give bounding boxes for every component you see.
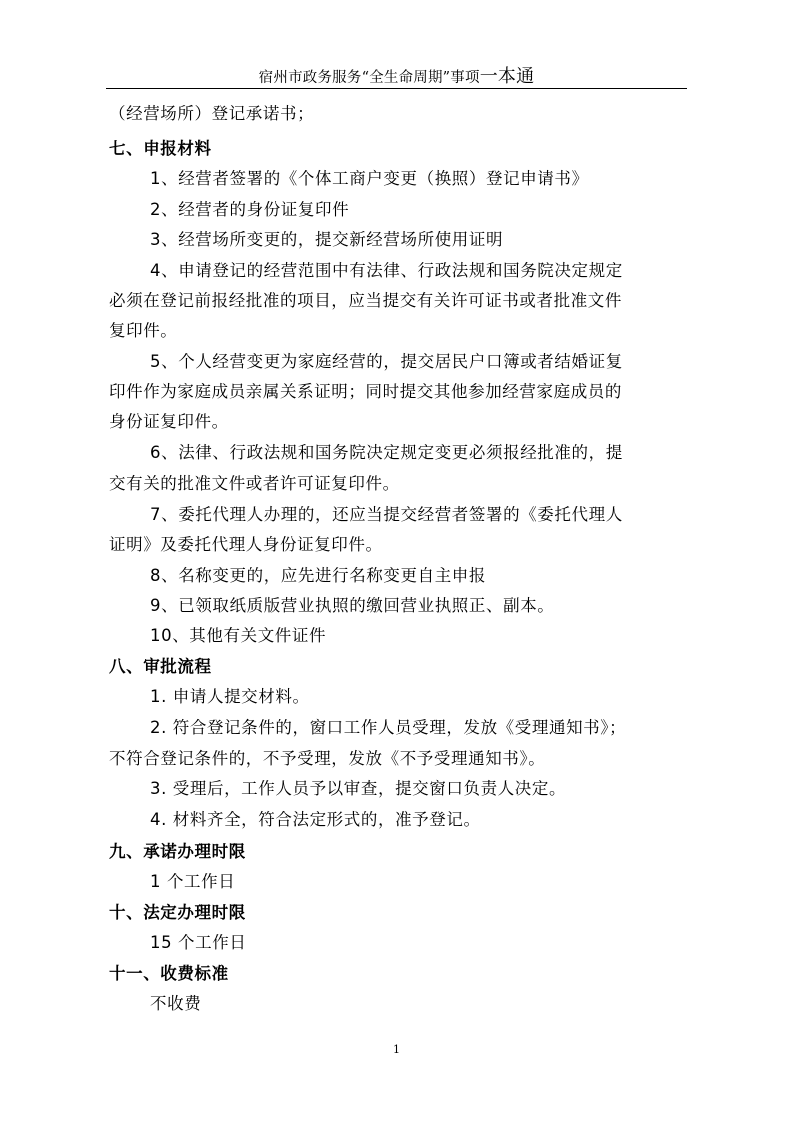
text-line: 4、申请登记的经营范围中有法律、行政法规和国务院决定规定 <box>150 261 623 280</box>
text-line: 印件作为家庭成员亲属关系证明；同时提交其他参加经营家庭成员的 <box>109 382 622 401</box>
text-line: 1 个工作日 <box>150 872 236 891</box>
text-line: 不收费 <box>150 994 202 1013</box>
text-line: 身份证复印件。 <box>109 412 229 431</box>
section-heading-fees: 十一、收费标准 <box>109 964 229 983</box>
section-heading-legal-time: 十、法定办理时限 <box>109 903 246 922</box>
text-line: 9、已领取纸质版营业执照的缴回营业执照正、副本。 <box>150 596 555 615</box>
text-line: 复印件。 <box>109 321 178 340</box>
text-line: 证明》及委托代理人身份证复印件。 <box>109 535 383 554</box>
text-line: （经营场所）登记承诺书； <box>109 104 315 123</box>
text-line: 不符合登记条件的，不予受理，发放《不予受理通知书》。 <box>109 749 546 768</box>
header-title-tail: 一本通 <box>479 66 535 87</box>
text-line: 必须在登记前报经批准的项目，应当提交有关许可证书或者批准文件 <box>109 291 622 310</box>
text-line: 8、名称变更的，应先进行名称变更自主申报 <box>150 566 486 585</box>
text-line: 1. 申请人提交材料。 <box>150 687 310 706</box>
header-rule <box>106 88 687 89</box>
page-number: 1 <box>393 1043 400 1056</box>
page-header <box>0 62 793 88</box>
text-line: 15 个工作日 <box>150 933 247 952</box>
text-line: 1、经营者签署的《个体工商户变更（换照）登记申请书》 <box>150 169 589 188</box>
text-line: 2、经营者的身份证复印件 <box>150 200 350 219</box>
text-line: 6、法律、行政法规和国务院决定规定变更必须报经批准的，提 <box>150 443 623 462</box>
text-line: 2. 符合登记条件的，窗口工作人员受理，发放《受理通知书》； <box>150 718 627 737</box>
header-title: 宿州市政务服务“全生命周期”事项 <box>258 70 480 86</box>
section-heading-materials: 七、申报材料 <box>109 139 212 158</box>
section-heading-promised-time: 九、承诺办理时限 <box>109 842 246 861</box>
text-line: 7、委托代理人办理的，还应当提交经营者签署的《委托代理人 <box>150 505 623 524</box>
text-line: 5、个人经营变更为家庭经营的，提交居民户口簿或者结婚证复 <box>150 352 623 371</box>
section-heading-process: 八、审批流程 <box>109 657 212 676</box>
text-line: 交有关的批准文件或者许可证复印件。 <box>109 474 400 493</box>
text-line: 4. 材料齐全，符合法定形式的，准予登记。 <box>150 810 481 829</box>
text-line: 3、经营场所变更的，提交新经营场所使用证明 <box>150 230 504 249</box>
text-line: 3. 受理后，工作人员予以审查，提交窗口负责人决定。 <box>150 779 567 798</box>
text-line: 10、其他有关文件证件 <box>150 626 327 645</box>
